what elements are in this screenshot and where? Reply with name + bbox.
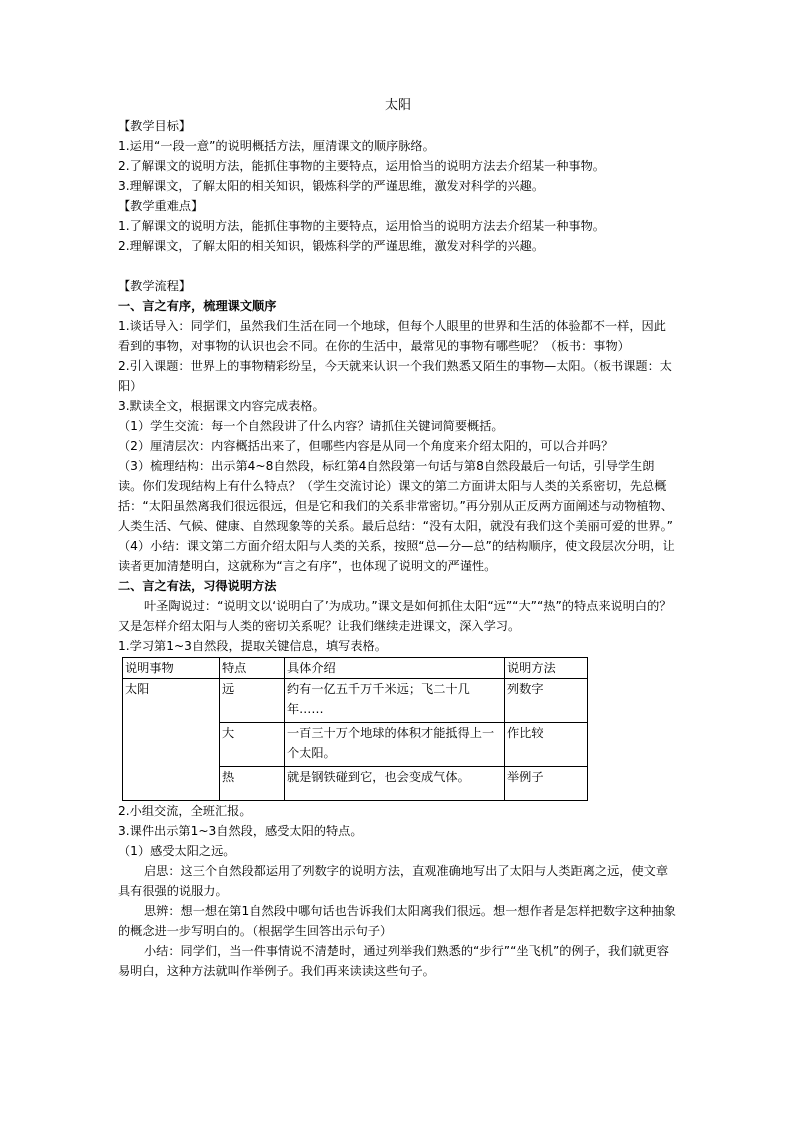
paragraph: 叶圣陶说过：“说明文以‘说明白了’为成功。”课文是如何抓住太阳“远”“大”“热”的特点来说明白的？又是怎样介绍太阳与人类的密切关系呢？让我们继续走进课文，深入学习。: [118, 599, 672, 633]
paragraph: 1.学习第1~3自然段，提取关键信息，填写表格。: [118, 639, 387, 653]
table-cell-method: 列数字: [505, 679, 588, 723]
table-cell-feature: 热: [220, 767, 285, 801]
table-cell-detail: 一百三十万个地球的体积才能抵得上一个太阳。: [285, 723, 505, 767]
paragraph: 2.引入课题：世界上的事物精彩纷呈，今天就来认识一个我们熟悉又陌生的事物—太阳。（板书课题：太阳）: [118, 359, 672, 393]
paragraph: 思辨：想一想在第1自然段中哪句话也告诉我们太阳离我们很远。想一想作者是怎样把数字这种抽象的概念进一步写明白的。（根据学生回答出示句子）: [118, 904, 676, 938]
goal-item: 2.了解课文的说明方法，能抓住事物的主要特点，运用恰当的说明方法去介绍某一种事物。: [118, 159, 605, 173]
info-table: [122, 657, 588, 801]
section-teaching-flow: 【教学流程】: [118, 279, 192, 293]
table-cell-feature: 大: [220, 723, 285, 767]
section-key-difficulties: 【教学重难点】: [118, 199, 204, 213]
table-cell-detail: 约有一亿五千万千米远；飞二十几年……: [285, 679, 505, 723]
table-cell-feature: 远: [220, 679, 285, 723]
table-cell-detail: 就是钢铁碰到它，也会变成气体。: [285, 767, 505, 801]
spacer: [118, 256, 678, 276]
table-row: [123, 679, 588, 723]
paragraph: （1）感受太阳之远。: [118, 844, 236, 858]
part-one-heading: 一、言之有序，梳理课文顺序: [118, 299, 277, 313]
part-two-heading: 二、言之有法，习得说明方法: [118, 579, 277, 593]
paragraph: 启思：这三个自然段都运用了列数字的说明方法，直观准确地写出了太阳与人类距离之远，使文章具有很强的说服力。: [118, 864, 669, 898]
document-title: 太阳: [384, 98, 411, 113]
table-header-cell: 说明方法: [505, 658, 588, 679]
goal-item: 1.运用“一段一意”的说明概括方法，厘清课文的顺序脉络。: [118, 139, 435, 153]
document-page: [118, 96, 678, 981]
table-cell-method: 作比较: [505, 723, 588, 767]
paragraph: 2.小组交流，全班汇报。: [118, 804, 252, 818]
table-header-row: [123, 658, 588, 679]
paragraph: 3.课件出示第1~3自然段，感受太阳的特点。: [118, 824, 363, 838]
goal-item: 3.理解课文，了解太阳的相关知识，锻炼科学的严谨思维，激发对科学的兴趣。: [118, 179, 545, 193]
key-item: 2.理解课文，了解太阳的相关知识，锻炼科学的严谨思维，激发对科学的兴趣。: [118, 239, 545, 253]
paragraph: 小结：同学们，当一件事情说不清楚时，通过列举我们熟悉的“步行”“坐飞机”的例子，我们就更容易明白，这种方法就叫作举例子。我们再来读读这些句子。: [118, 944, 669, 978]
paragraph: （4）小结：课文第二方面介绍太阳与人类的关系，按照“总—分—总”的结构顺序，使文段层次分明，让读者更加清楚明白，这就称为“言之有序”，也体现了说明文的严谨性。: [118, 539, 675, 573]
paragraph: （3）梳理结构：出示第4~8自然段，标红第4自然段第一句话与第8自然段最后一句话，引导学生朗读。你们发现结构上有什么特点？（学生交流讨论）课文的第二方面讲太阳与人类的关系密切，先总概括：“太阳虽然离我们很远很远，但是它和我们的关系非常密切。”再分别从正反两方面阐述与动物植物、人类生活、气候、健康、自然现象等的关系。最后总结：“没有太阳，就没有我们这个美丽可爱的世界。”: [118, 459, 673, 533]
table-header-cell: 说明事物: [123, 658, 220, 679]
paragraph: 1.谈话导入：同学们，虽然我们生活在同一个地球，但每个人眼里的世界和生活的体验都不一样，因此看到的事物，对事物的认识也会不同。在你的生活中，最常见的事物有哪些呢？（板书：事物）: [118, 319, 666, 353]
paragraph: （2）厘清层次：内容概括出来了，但哪些内容是从同一个角度来介绍太阳的，可以合并吗？: [118, 439, 614, 453]
table-header-cell: 特点: [220, 658, 285, 679]
key-item: 1.了解课文的说明方法，能抓住事物的主要特点，运用恰当的说明方法去介绍某一种事物。: [118, 219, 605, 233]
table-cell-method: 举例子: [505, 767, 588, 801]
table-cell-subject: 太阳: [123, 679, 220, 801]
paragraph: 3.默读全文，根据课文内容完成表格。: [118, 399, 325, 413]
table-header-cell: 具体介绍: [285, 658, 505, 679]
section-teaching-goals: 【教学目标】: [118, 119, 192, 133]
paragraph: （1）学生交流：每一个自然段讲了什么内容？请抓住关键词简要概括。: [118, 419, 504, 433]
